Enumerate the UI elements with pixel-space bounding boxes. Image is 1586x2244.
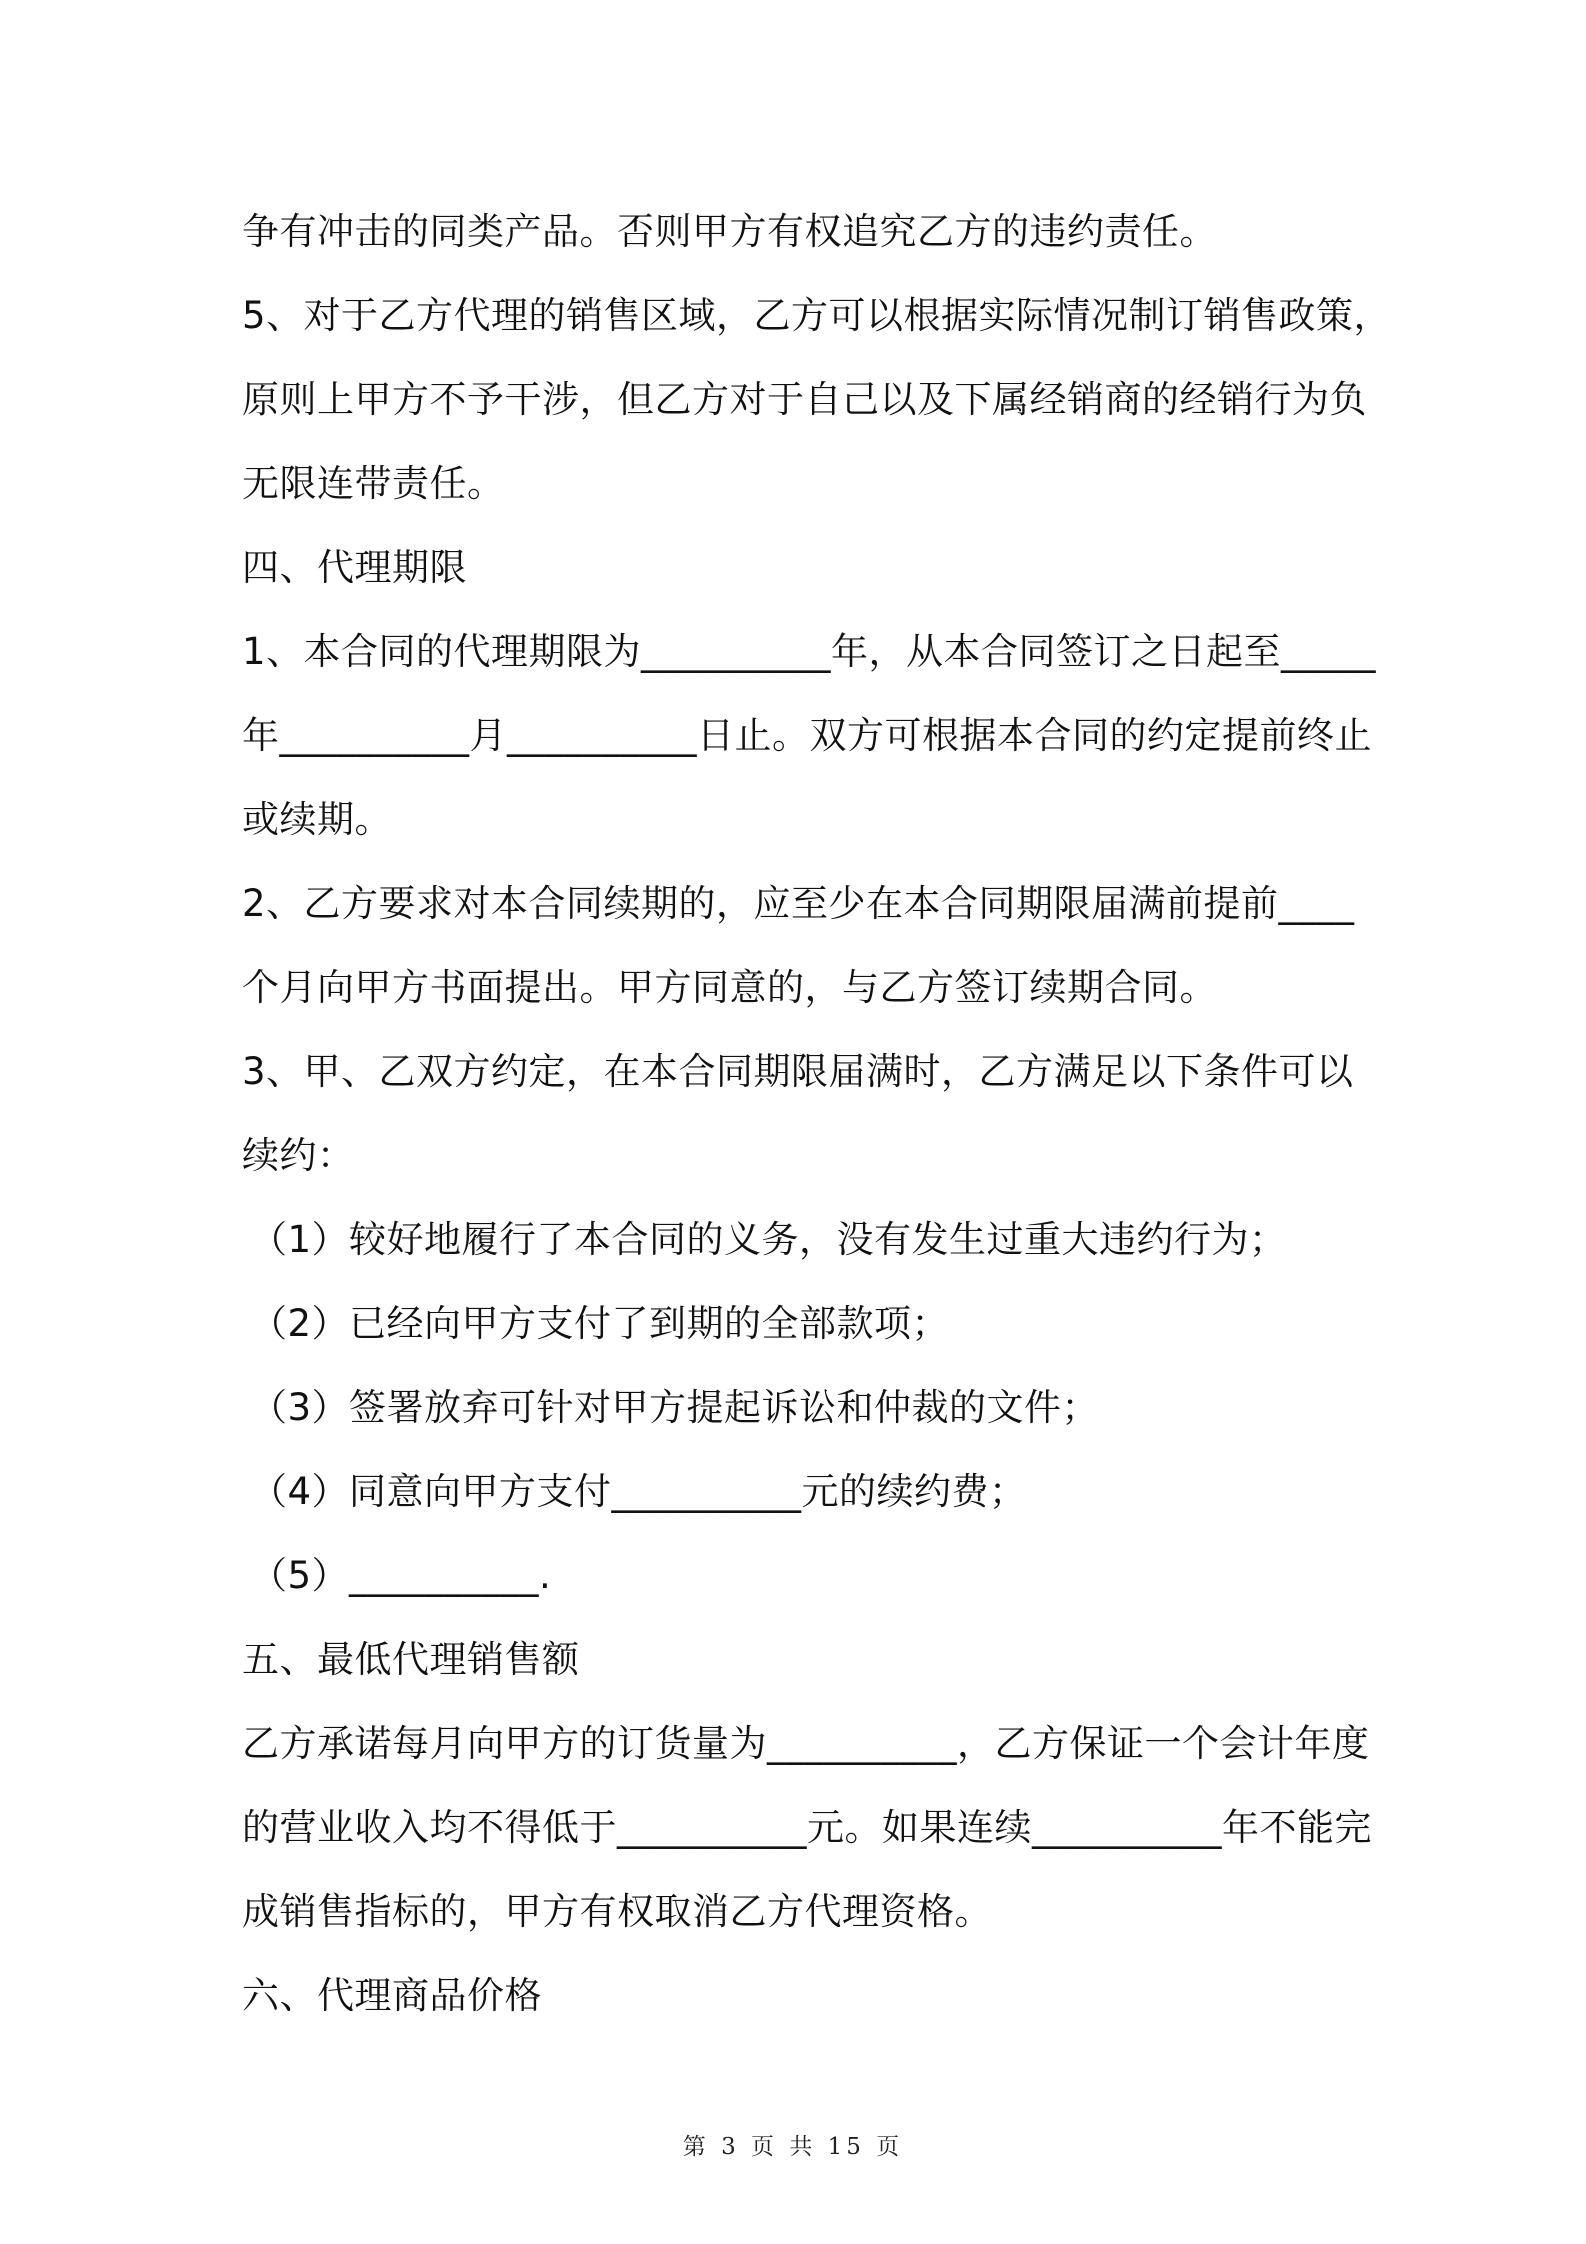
paragraph-line: 5、对于乙方代理的销售区域，乙方可以根据实际情况制订销售政策， [242,294,1392,337]
list-item: （3）签署放弃可针对甲方提起诉讼和仲裁的文件； [250,1386,1100,1429]
page-number-footer: 第 3 页 共 15 页 [682,2134,904,2160]
paragraph-line: 3、甲、乙双方约定，在本合同期限届满时，乙方满足以下条件可以 [242,1050,1354,1093]
section-heading: 六、代理商品价格 [242,1974,542,2017]
document-body [242,190,1392,2038]
paragraph-line: 个月向甲方书面提出。甲方同意的，与乙方签订续期合同。 [242,966,1217,1009]
paragraph-line: 1、本合同的代理期限为__________年，从本合同签订之日起至_____ [242,630,1377,673]
paragraph-line: 争有冲击的同类产品。否则甲方有权追究乙方的违约责任。 [242,210,1217,253]
paragraph-line: 2、乙方要求对本合同续期的，应至少在本合同期限届满前提前____ [242,882,1355,925]
paragraph-line: 乙方承诺每月向甲方的订货量为__________，乙方保证一个会计年度 [242,1722,1370,1765]
section-heading: 四、代理期限 [242,546,467,589]
paragraph-line: 的营业收入均不得低于__________元。如果连续__________年不能完 [242,1806,1372,1849]
paragraph-line: 年__________月__________日止。双方可根据本合同的约定提前终止 [242,714,1372,757]
paragraph-line: 原则上甲方不予干涉，但乙方对于自己以及下属经销商的经销行为负 [242,378,1367,421]
paragraph-line: 成销售指标的，甲方有权取消乙方代理资格。 [242,1890,992,1933]
list-item: （2）已经向甲方支付了到期的全部款项； [250,1302,950,1345]
list-item: （4）同意向甲方支付__________元的续约费； [250,1470,1027,1513]
paragraph-line: 续约： [242,1134,355,1177]
list-item: （1）较好地履行了本合同的义务，没有发生过重大违约行为； [250,1218,1287,1261]
list-item: （5）__________. [250,1554,552,1597]
paragraph-line: 无限连带责任。 [242,462,505,505]
section-heading: 五、最低代理销售额 [242,1638,580,1681]
paragraph-line: 或续期。 [242,798,392,841]
